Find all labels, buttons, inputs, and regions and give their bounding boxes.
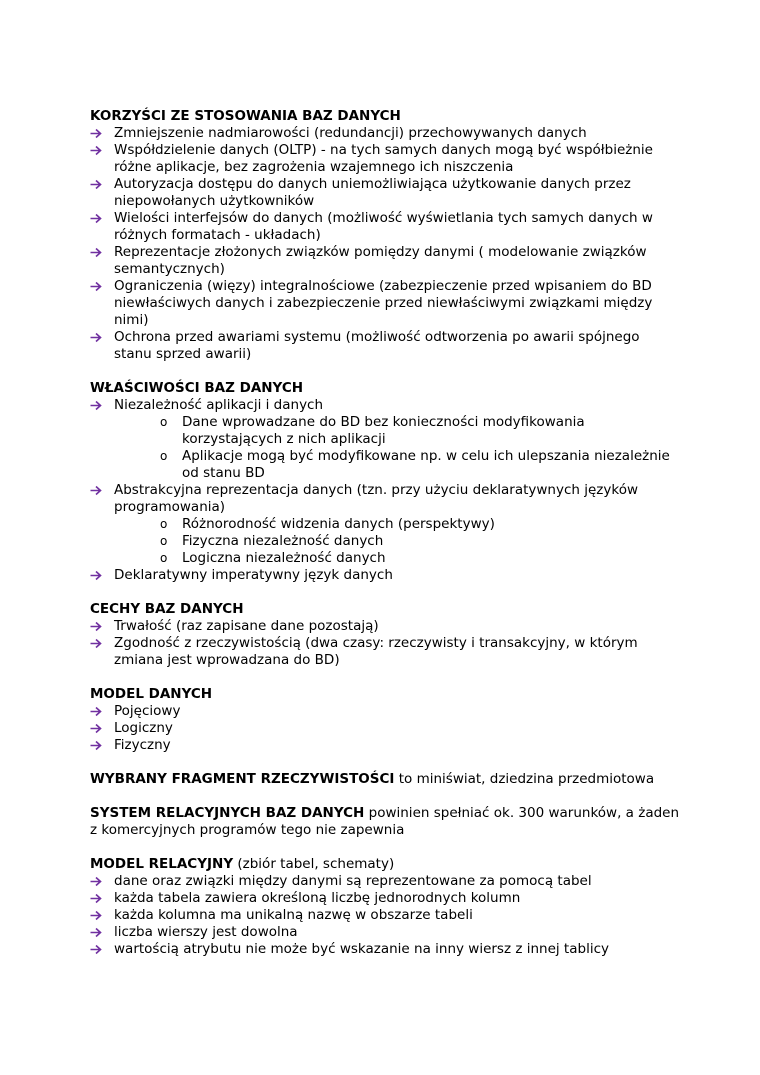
list-item: wartością atrybutu nie może być wskazanie na inny wiersz z innej tablicy	[90, 941, 680, 958]
list-item: liczba wierszy jest dowolna	[90, 924, 680, 941]
list-item: Współdzielenie danych (OLTP) - na tych samych danych mogą być współbieżnie różne aplikacje, bez zagrożenia wzajemnego ich niszczenia	[90, 142, 680, 176]
circle-icon: o	[160, 415, 168, 429]
list-item: każda kolumna ma unikalną nazwę w obszarze tabeli	[90, 907, 680, 924]
list-item: Zgodność z rzeczywistością (dwa czasy: rzeczywisty i transakcyjny, w którym zmiana jest wprowadzana do BD)	[90, 635, 680, 669]
list-item: Ochrona przed awariami systemu (możliwość odtworzenia po awarii spójnego stanu sprzed awarii)	[90, 329, 680, 363]
right-arrow-icon	[90, 720, 106, 737]
right-arrow-icon	[90, 210, 106, 227]
section-wybrany-fragment	[90, 771, 680, 788]
right-arrow-icon	[90, 125, 106, 142]
inline-heading: SYSTEM RELACYJNYCH BAZ DANYCH	[90, 805, 365, 821]
document-page	[90, 108, 680, 975]
list-item: Wielości interfejsów do danych (możliwość wyświetlania tych samych danych w różnych formatach - układach)	[90, 210, 680, 244]
list-item: Reprezentacje złożonych związków pomiędzy danymi ( modelowanie związków semantycznych)	[90, 244, 680, 278]
circle-icon: o	[160, 517, 168, 531]
right-arrow-icon	[90, 278, 106, 295]
paragraph	[90, 856, 680, 873]
section-heading: WŁAŚCIWOŚCI BAZ DANYCH	[90, 380, 304, 396]
right-arrow-icon	[90, 329, 106, 346]
section-heading: KORZYŚCI ZE STOSOWANIA BAZ DANYCH	[90, 108, 401, 124]
section-wlasciwosci	[90, 380, 680, 584]
list-item: Trwałość (raz zapisane dane pozostają)	[90, 618, 680, 635]
list-item: dane oraz związki między danymi są reprezentowane za pomocą tabel	[90, 873, 680, 890]
right-arrow-icon	[90, 567, 106, 584]
sub-list-item: o Fizyczna niezależność danych	[160, 533, 384, 549]
right-arrow-icon	[90, 397, 106, 414]
list-item: każda tabela zawiera określoną liczbę jednorodnych kolumn	[90, 890, 680, 907]
right-arrow-icon	[90, 941, 106, 958]
sub-list-item: o Dane wprowadzane do BD bez konieczności modyfikowania korzystających z nich aplikacji	[160, 414, 585, 447]
paragraph	[90, 805, 680, 839]
right-arrow-icon	[90, 873, 106, 890]
section-system-relacyjnych	[90, 805, 680, 839]
list-item: Deklaratywny imperatywny język danych	[90, 567, 680, 584]
list-item: Autoryzacja dostępu do danych uniemożliwiająca użytkowanie danych przez niepowołanych użytkowników	[90, 176, 680, 210]
list-item: Pojęciowy	[90, 703, 680, 720]
list-item: Ograniczenia (więzy) integralnościowe (zabezpieczenie przed wpisaniem do BD niewłaściwych danych i zabezpieczenie przed niewłaściwymi związkami między nimi)	[90, 278, 680, 329]
right-arrow-icon	[90, 618, 106, 635]
list-item: Zmniejszenie nadmiarowości (redundancji) przechowywanych danych	[90, 125, 680, 142]
section-heading: MODEL DANYCH	[90, 686, 213, 702]
right-arrow-icon	[90, 924, 106, 941]
right-arrow-icon	[90, 737, 106, 754]
right-arrow-icon	[90, 482, 106, 499]
sub-list-item: o Różnorodność widzenia danych (perspektywy)	[160, 516, 495, 532]
sub-list-item: o Logiczna niezależność danych	[160, 550, 386, 566]
right-arrow-icon	[90, 890, 106, 907]
right-arrow-icon	[90, 635, 106, 652]
circle-icon: o	[160, 449, 168, 463]
circle-icon: o	[160, 551, 168, 565]
right-arrow-icon	[90, 176, 106, 193]
list-item: Logiczny	[90, 720, 680, 737]
inline-heading: WYBRANY FRAGMENT RZECZYWISTOŚCI	[90, 771, 395, 787]
section-korzysci	[90, 108, 680, 363]
circle-icon: o	[160, 534, 168, 548]
section-model-relacyjny	[90, 856, 680, 958]
right-arrow-icon	[90, 703, 106, 720]
paragraph-text: powinien spełniać ok. 300 warunków, a żaden z komercyjnych programów tego nie zapewnia	[90, 805, 680, 838]
section-model-danych	[90, 686, 680, 754]
sub-list-item: o Aplikacje mogą być modyfikowane np. w celu ich ulepszania niezależnie od stanu BD	[160, 448, 670, 481]
list-item: Abstrakcyjna reprezentacja danych (tzn. przy użyciu deklaratywnych języków programowania)	[90, 482, 680, 516]
right-arrow-icon	[90, 907, 106, 924]
list-item: Niezależność aplikacji i danych	[90, 397, 680, 414]
paragraph-text: to miniświat, dziedzina przedmiotowa	[394, 771, 655, 787]
list-item: Fizyczny	[90, 737, 680, 754]
inline-heading: MODEL RELACYJNY	[90, 856, 234, 872]
right-arrow-icon	[90, 142, 106, 159]
section-cechy	[90, 601, 680, 669]
right-arrow-icon	[90, 244, 106, 261]
paragraph	[90, 771, 680, 788]
paragraph-text: (zbiór tabel, schematy)	[233, 856, 395, 872]
section-heading: CECHY BAZ DANYCH	[90, 601, 244, 617]
